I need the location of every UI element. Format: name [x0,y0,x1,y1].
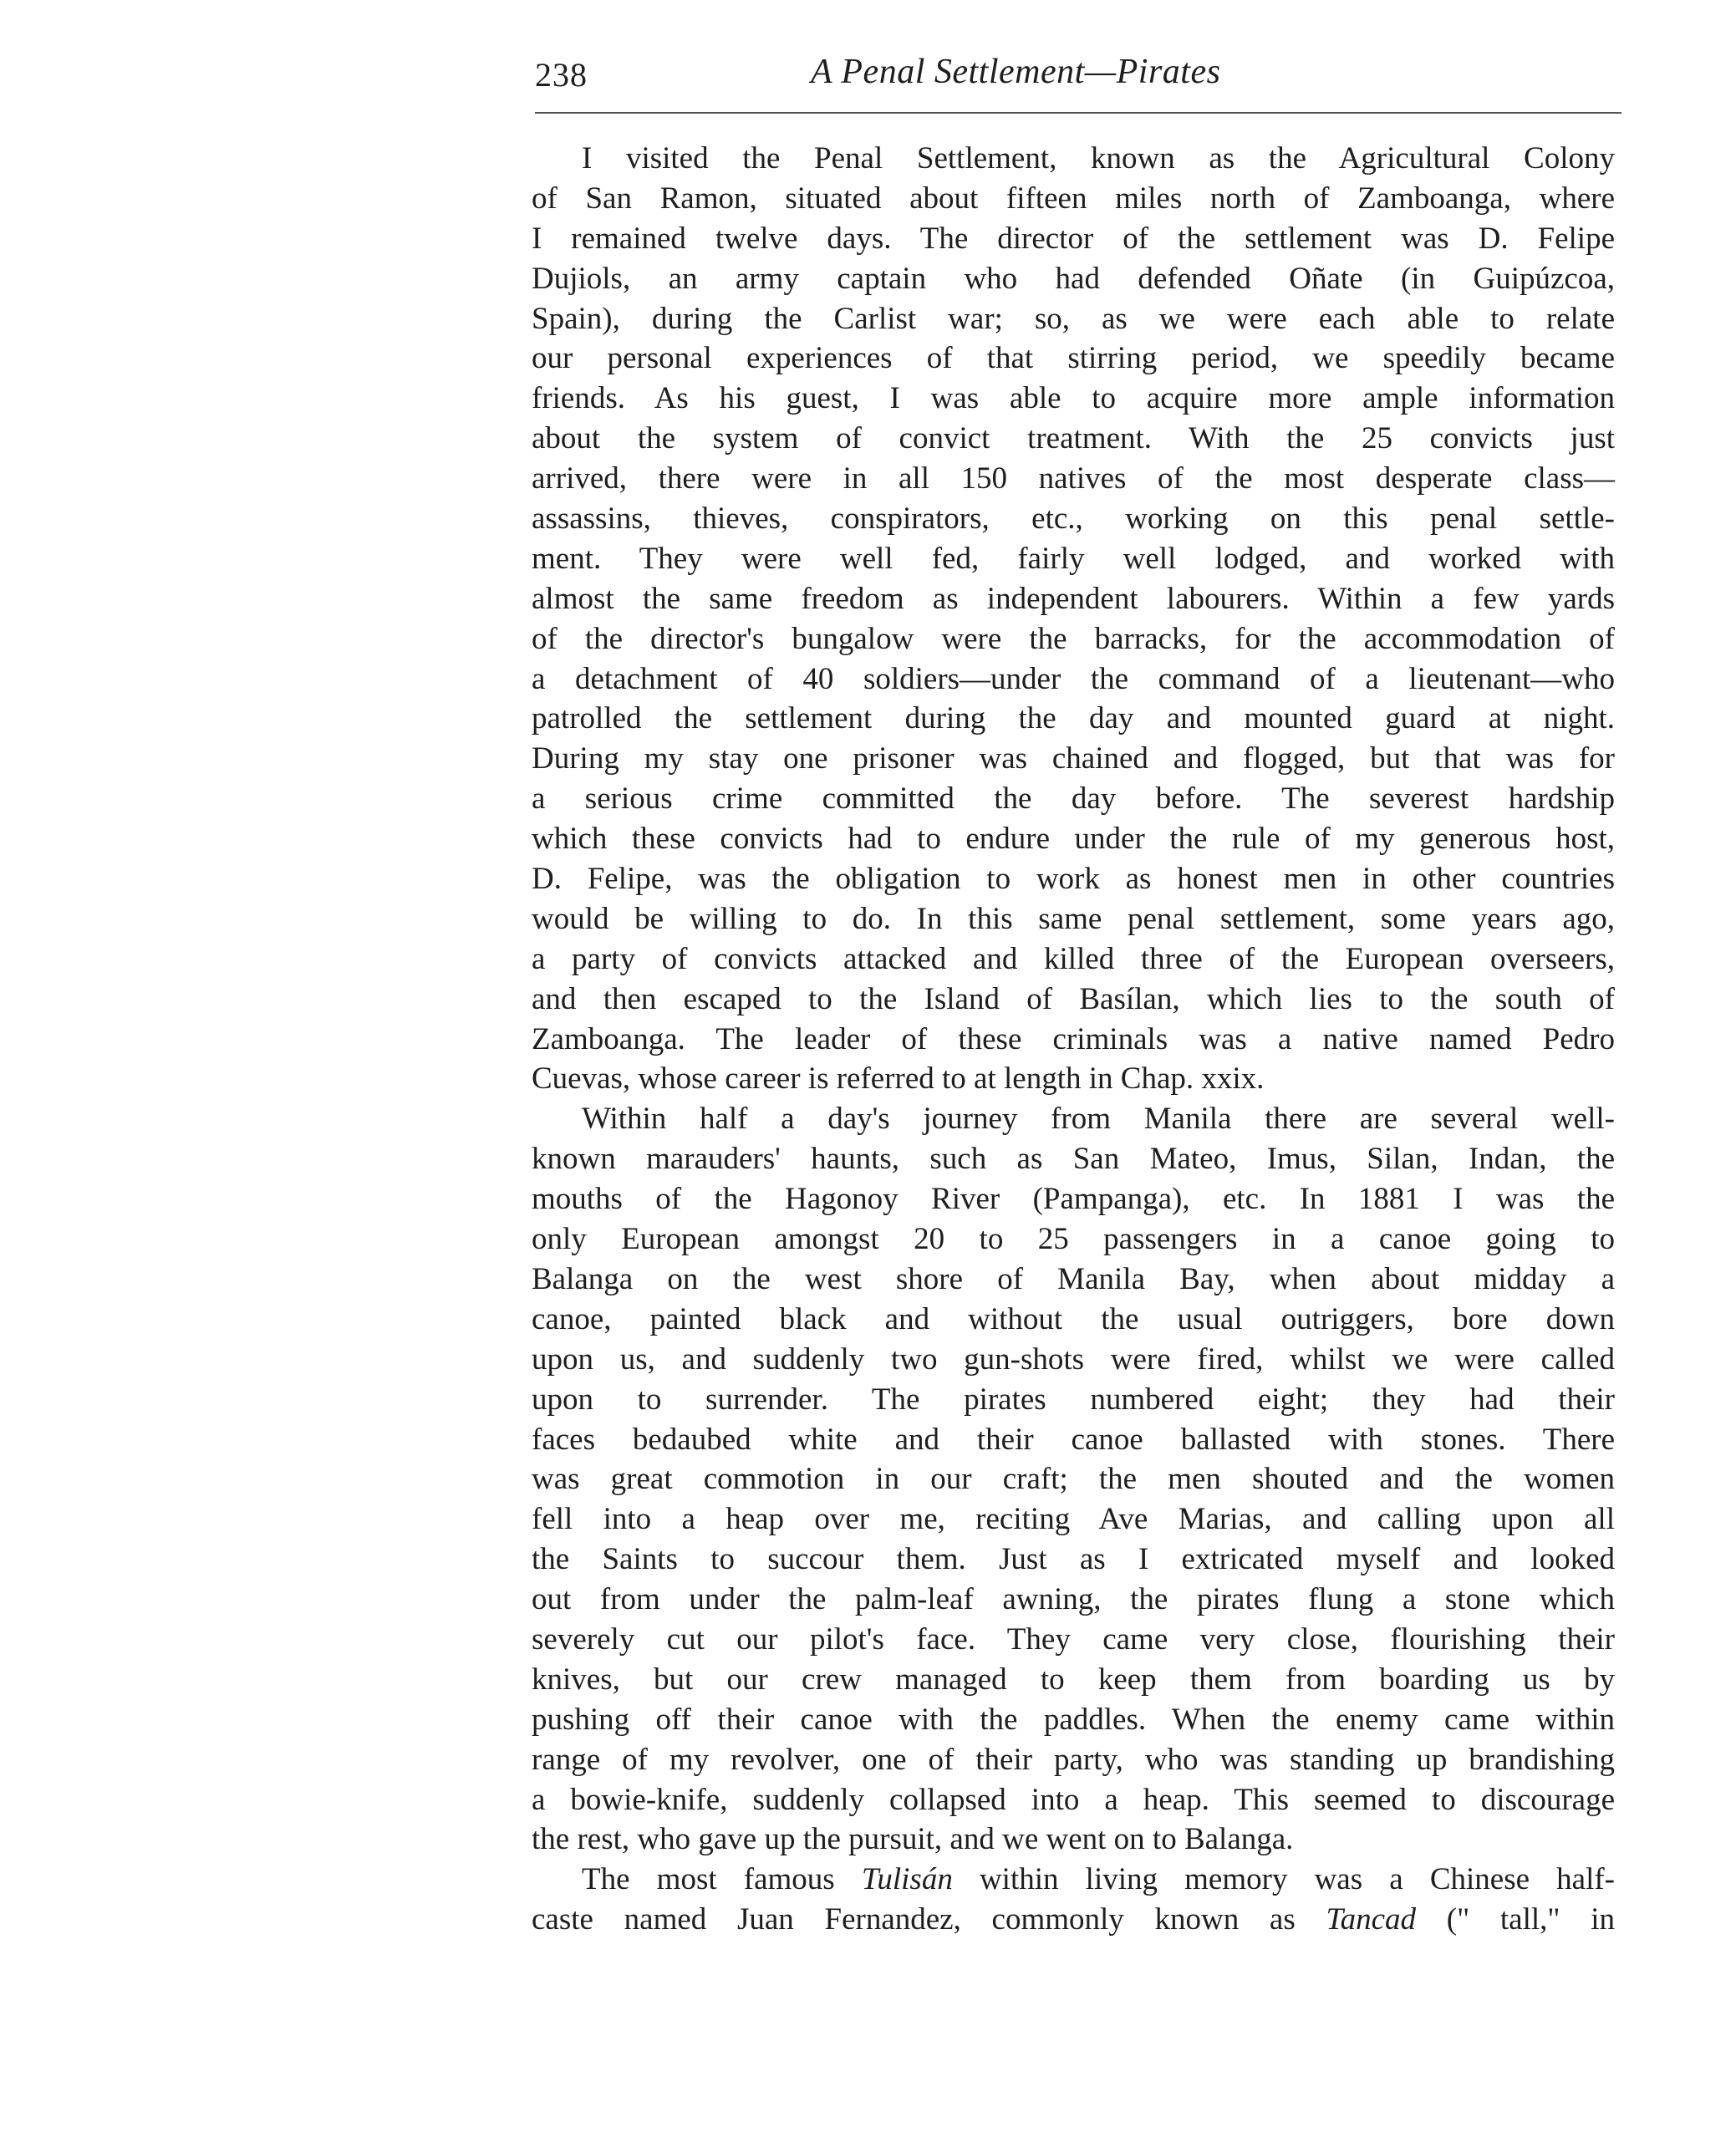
paragraph-penal-settlement [532,139,1615,1099]
text-line: ment. They were well fed, fairly well lodged, and worked with [532,541,1615,576]
text-line: would be willing to do. In this same penal settlement, some years ago, [532,901,1615,936]
text-line: The most famous Tulisán within living memory was a Chinese half- [582,1862,1616,1897]
text-line: a detachment of 40 soldiers—under the command of a lieutenant—who [532,661,1615,696]
page-title: A Penal Settlement—Pirates [811,53,1221,91]
text-line: of San Ramon, situated about fifteen miles north of Zamboanga, where [532,181,1615,216]
text-line: the rest, who gave up the pursuit, and we went on to Balanga. [532,1822,1294,1857]
text-line: a party of convicts attacked and killed three of the European overseers, [532,941,1615,976]
text-line: range of my revolver, one of their party, who was standing up brandishing [532,1742,1615,1777]
text-line: During my stay one prisoner was chained and flogged, but that was for [532,741,1615,776]
text-line: D. Felipe, was the obligation to work as honest men in other countries [532,862,1615,897]
text-line: the Saints to succour them. Just as I extricated myself and looked [532,1542,1615,1577]
italic-term-tancad: Tancad [1326,1902,1417,1937]
italic-term-tulisan: Tulisán [861,1862,953,1897]
text-line: which these convicts had to endure under the rule of my generous host, [532,822,1615,857]
text-line: Balanga on the west shore of Manila Bay, when about midday a [532,1261,1615,1296]
text-line: Cuevas, whose career is referred to at length in Chap. xxix. [532,1061,1265,1097]
text-line: arrived, there were in all 150 natives of the most desperate class— [532,461,1615,496]
text-line: and then escaped to the Island of Basílan, which lies to the south of [532,981,1615,1016]
text-line: about the system of convict treatment. With the 25 convicts just [532,421,1615,456]
paragraph-pirate-attack [532,1099,1615,1860]
text-line: pushing off their canoe with the paddles. When the enemy came within [532,1702,1615,1737]
text-line: Zamboanga. The leader of these criminals was a native named Pedro [532,1021,1615,1056]
text-line: severely cut our pilot's face. They came very close, flourishing their [532,1621,1615,1657]
text-line: Within half a day's journey from Manila there are several well- [582,1102,1615,1137]
text-line: caste named Juan Fernandez, commonly known as Tancad (" tall," in [532,1902,1615,1937]
text-line: I visited the Penal Settlement, known as the Agricultural Colony [582,141,1615,176]
running-head [535,52,1621,102]
header-rule [535,112,1621,114]
text-line: a serious crime committed the day before. The severest hardship [532,781,1615,817]
paragraph-tulisan [532,1860,1615,1940]
text-line: almost the same freedom as independent labourers. Within a few yards [532,581,1615,616]
text-line: known marauders' haunts, such as San Mateo, Imus, Silan, Indan, the [532,1142,1615,1177]
text-line: a bowie-knife, suddenly collapsed into a heap. This seemed to discourage [532,1782,1615,1817]
text-line: knives, but our crew managed to keep them from boarding us by [532,1662,1615,1697]
text-line: faces bedaubed white and their canoe ballasted with stones. There [532,1422,1615,1457]
text-line: patrolled the settlement during the day and mounted guard at night. [532,701,1615,736]
text-line: Dujiols, an army captain who had defended Oñate (in Guipúzcoa, [532,261,1615,296]
text-line: assassins, thieves, conspirators, etc., working on this penal settle- [532,501,1615,537]
text-line: our personal experiences of that stirring period, we speedily became [532,341,1615,376]
text-line: of the director's bungalow were the barracks, for the accommodation of [532,621,1615,656]
text-line: upon us, and suddenly two gun-shots were fired, whilst we were called [532,1341,1615,1377]
text-line: canoe, painted black and without the usual outriggers, bore down [532,1301,1615,1336]
text-line: fell into a heap over me, reciting Ave Marias, and calling upon all [532,1502,1615,1537]
text-line: Spain), during the Carlist war; so, as we were each able to relate [532,301,1615,336]
page-number: 238 [535,56,588,94]
text-line: I remained twelve days. The director of the settlement was D. Felipe [532,221,1615,256]
text-line: was great commotion in our craft; the men shouted and the women [532,1462,1615,1497]
text-line: mouths of the Hagonoy River (Pampanga), etc. In 1881 I was the [532,1182,1615,1217]
body-text [532,139,1615,1940]
text-line: only European amongst 20 to 25 passengers in a canoe going to [532,1222,1615,1257]
text-line: friends. As his guest, I was able to acquire more ample information [532,381,1615,416]
text-line: out from under the palm-leaf awning, the pirates flung a stone which [532,1582,1615,1617]
text-line: upon to surrender. The pirates numbered eight; they had their [532,1382,1615,1417]
